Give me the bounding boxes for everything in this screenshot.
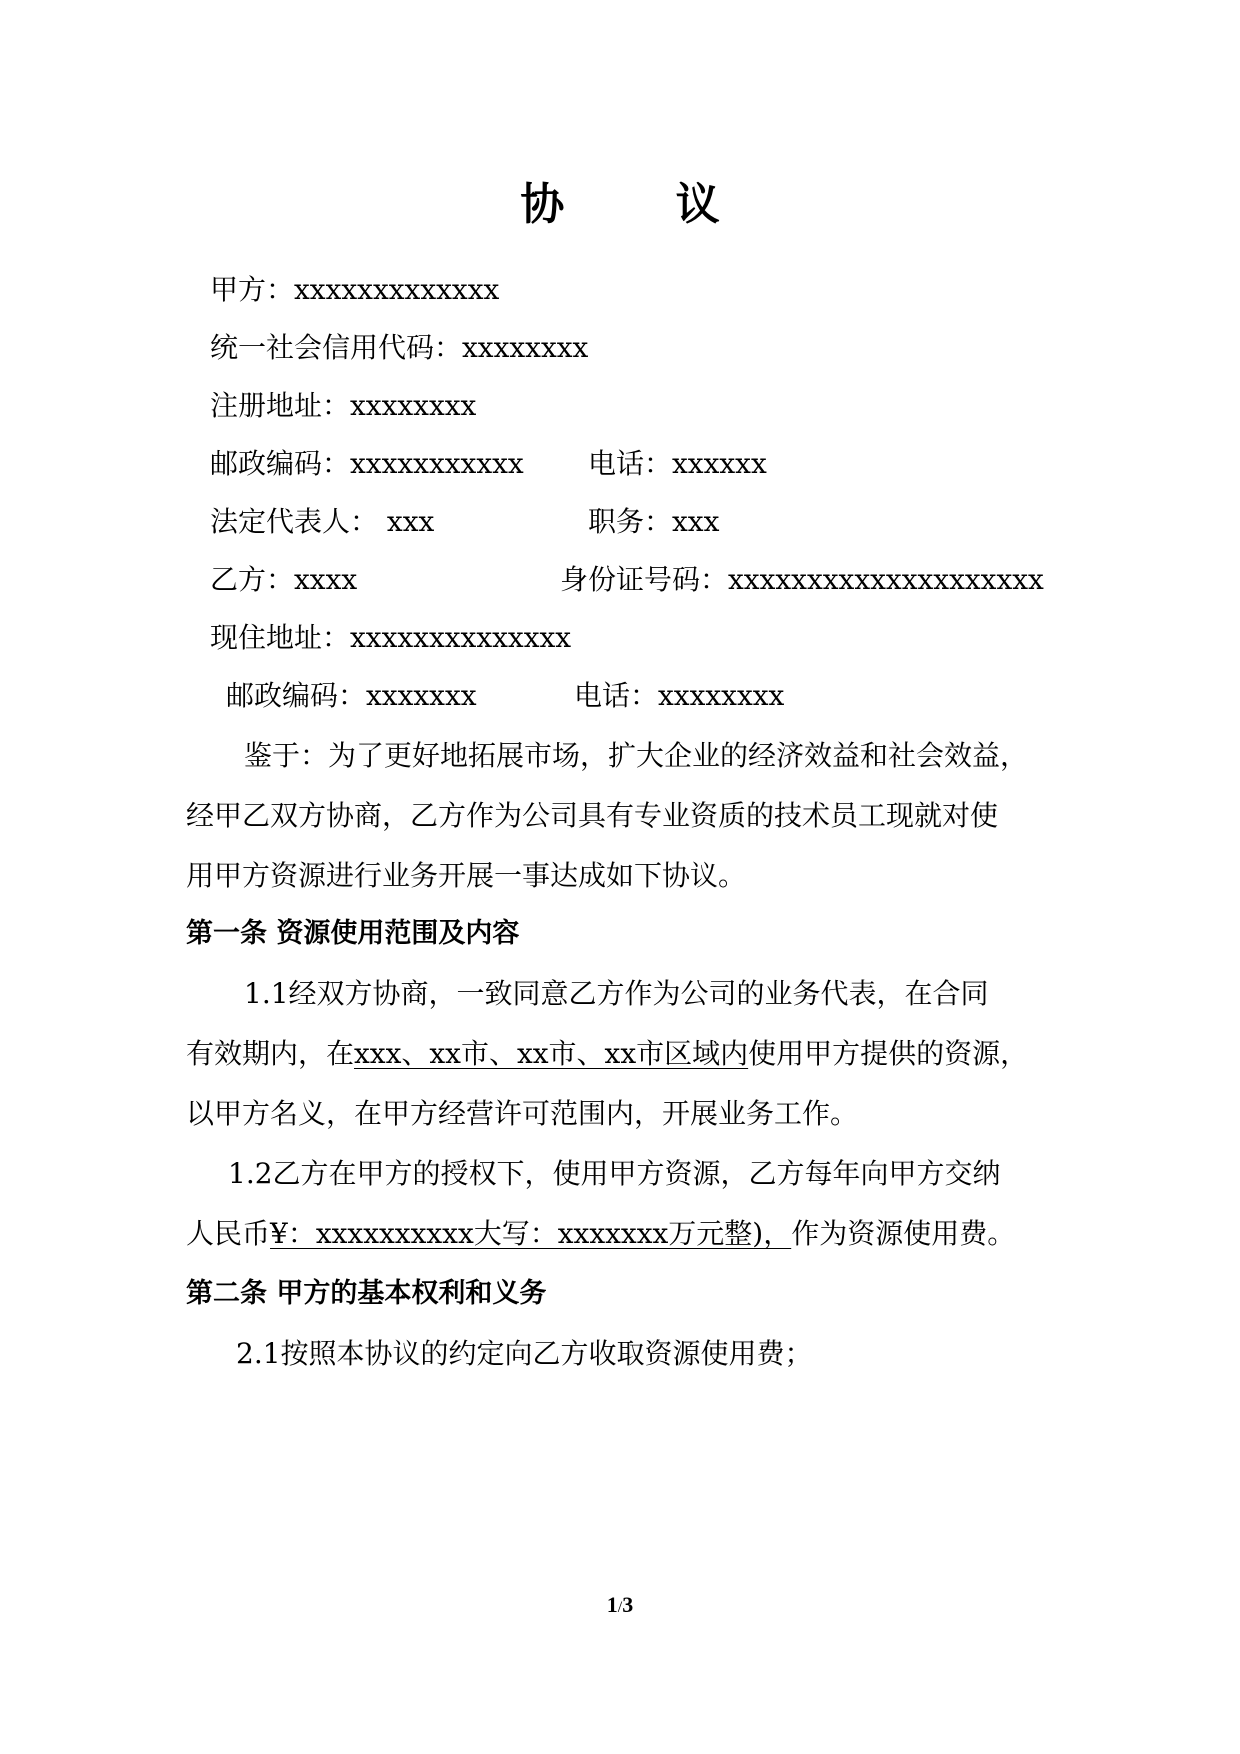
preamble-line-2: 经甲乙双方协商，乙方作为公司具有专业资质的技术员工现就对使 [186,799,999,832]
party-a-name: 甲方：xxxxxxxxxxxxx [210,273,500,306]
page-title: 协 议 [520,179,768,230]
article-1-2-line-2-suffix: 作为资源使用费。 [791,1217,1016,1250]
article-1-2-line-1: 1.2乙方在甲方的授权下，使用甲方资源，乙方每年向甲方交纳 [228,1157,1001,1190]
party-a-phone: 电话：xxxxxx [588,447,767,480]
article-1-1-line-2-suffix: 使用甲方提供的资源， [748,1037,1029,1070]
article-1-2-line-2-prefix: 人民币 [186,1217,271,1250]
party-a-position: 职务：xxx [588,505,720,538]
article-1-1-line-1: 1.1经双方协商，一致同意乙方作为公司的业务代表，在合同 [244,977,989,1010]
article-1-1-line-3: 以甲方名义，在甲方经营许可范围内，开展业务工作。 [186,1097,859,1130]
page-current: 1 [606,1592,618,1617]
party-b-phone: 电话：xxxxxxxx [574,679,785,712]
article-2-1-line-1: 2.1按照本协议的约定向乙方收取资源使用费； [236,1337,813,1370]
article-2-heading: 第二条 甲方的基本权利和义务 [186,1278,547,1309]
page-total: 3 [622,1592,634,1617]
party-a-legal-rep: 法定代表人： xxx [210,505,435,538]
region-underlined: xxx、xx市、xx市、xx市区域内 [354,1037,749,1070]
article-1-2-line-2 [186,1214,1015,1254]
article-1-1-line-2-prefix: 有效期内，在 [186,1037,355,1070]
party-a-reg-address: 注册地址：xxxxxxxx [210,389,477,422]
party-b-postcode: 邮政编码：xxxxxxx [226,679,477,712]
article-1-1-line-2 [186,1034,1028,1074]
fee-amount-underlined: ¥：xxxxxxxxxx大写：xxxxxxx万元整)， [270,1217,792,1250]
party-a-credit-code: 统一社会信用代码：xxxxxxxx [210,331,589,364]
party-b-address: 现住地址：xxxxxxxxxxxxxx [210,621,572,654]
party-b-name: 乙方：xxxx [210,563,358,596]
preamble-line-1: 鉴于：为了更好地拓展市场，扩大企业的经济效益和社会效益， [244,739,1029,772]
article-1-heading: 第一条 资源使用范围及内容 [186,918,520,949]
page-number [0,1592,1240,1618]
party-a-postcode: 邮政编码：xxxxxxxxxxx [210,447,524,480]
preamble-line-3: 用甲方资源进行业务开展一事达成如下协议。 [186,859,747,892]
party-b-id-number: 身份证号码：xxxxxxxxxxxxxxxxxxxx [560,563,1044,596]
page-separator: / [617,1599,623,1616]
